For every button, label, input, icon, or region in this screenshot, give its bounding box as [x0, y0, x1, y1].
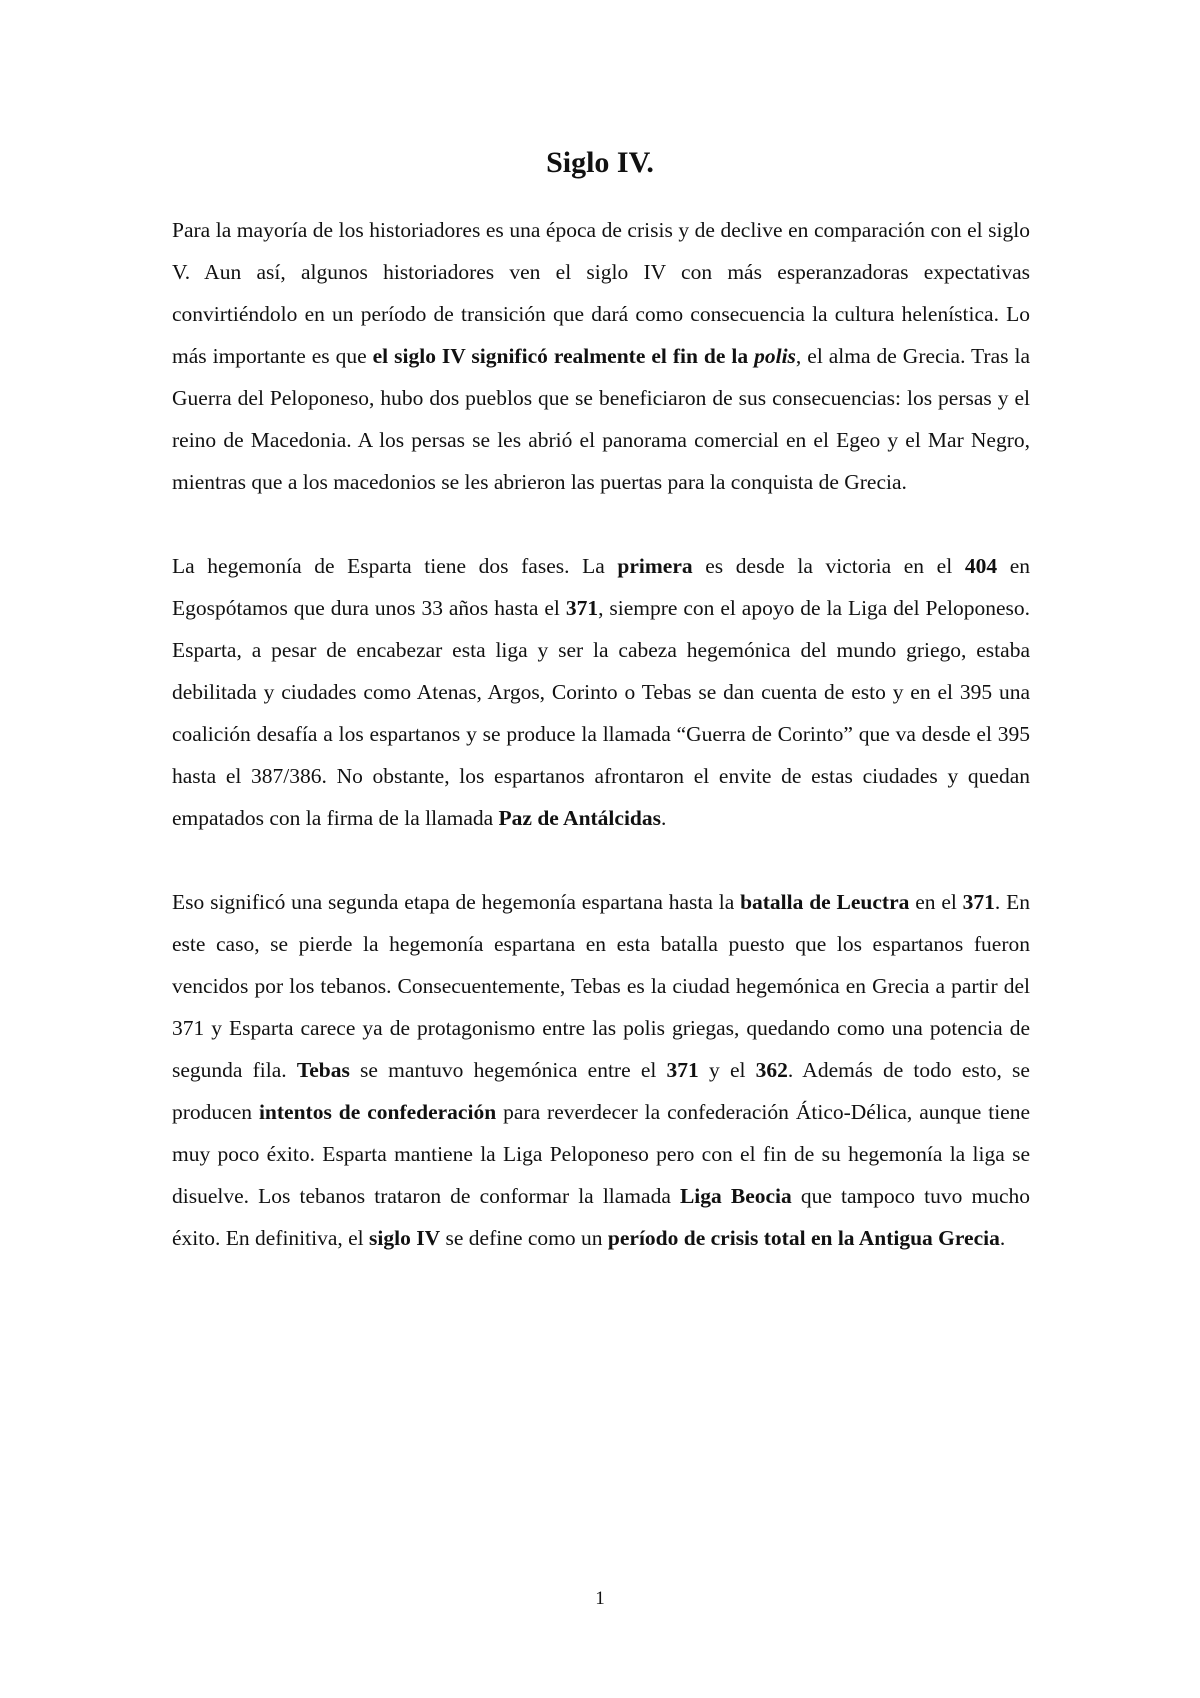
bold-text: batalla de Leuctra [740, 890, 910, 914]
bold-text: Tebas [296, 1058, 350, 1082]
text-span: es desde la victoria en el [692, 554, 965, 578]
text-span: se define como un [440, 1226, 608, 1250]
text-span: Eso significó una segunda etapa de hegemonía espartana hasta la [172, 890, 741, 914]
bold-italic-text: polis [754, 344, 796, 368]
bold-text: 371 [666, 1058, 699, 1082]
text-span: , siempre con el apoyo de la Liga del Peloponeso. Esparta, a pesar de encabezar esta liga y ser la cabeza hegemónica del mundo griego, estaba debilitada y ciudades como Atenas, Argos, Corinto o Tebas se dan cuenta de esto y en el 395 una coalición desafía a los espartanos y se produce la llamada “Guerra de Corinto” que va desde el 395 hasta el 387/386. No obstante, los espartanos afrontaron el envite de estas ciudades y quedan empatados con la firma de la llamada [172, 596, 1030, 830]
text-span: . Además de todo esto, se producen [172, 1058, 1030, 1124]
bold-text: siglo IV [369, 1226, 441, 1250]
text-span: en Egospótamos que dura unos 33 años hasta el [172, 554, 1030, 620]
bold-text: período de crisis total en la Antigua Grecia [607, 1226, 1000, 1250]
paragraph-1 [172, 209, 1030, 503]
bold-text: 362 [755, 1058, 788, 1082]
text-span: Para la mayoría de los historiadores es una época de crisis y de declive en comparación con el siglo V. Aun así, algunos historiadores ven el siglo IV con más esperanzadoras expectativas convirtiéndolo en un período de transición que dará como consecuencia la cultura helenística. Lo más importante es que [172, 218, 1030, 368]
page-number: 1 [595, 1588, 605, 1609]
bold-text: 371 [962, 890, 995, 914]
text-span: . [999, 1226, 1006, 1250]
bold-text: intentos de confederación [258, 1100, 497, 1124]
document-body [172, 209, 1030, 1259]
paragraph-2 [172, 545, 1030, 839]
text-span: La hegemonía de Esparta tiene dos fases. La [172, 554, 618, 578]
paragraph-3 [172, 881, 1030, 1259]
text-span: . [661, 806, 667, 830]
page-title: Siglo IV. [546, 146, 654, 179]
bold-text: Paz de Antálcidas [498, 806, 661, 830]
bold-text: primera [617, 554, 693, 578]
bold-text: 371 [565, 596, 599, 620]
text-span: en el [909, 890, 963, 914]
text-span: para reverdecer la confederación Ático-Délica, aunque tiene muy poco éxito. Esparta mantiene la Liga Peloponeso pero con el fin de su hegemonía la liga se disuelve. Los tebanos trataron de conformar la llamada [172, 1100, 1030, 1208]
text-span: . En este caso, se pierde la hegemonía espartana en esta batalla puesto que los espartanos fueron vencidos por los tebanos. Consecuentemente, Tebas es la ciudad hegemónica en Grecia a partir del 371 y Esparta carece ya de protagonismo entre las polis griegas, quedando como una potencia de segunda fila. [172, 890, 1031, 1082]
text-span: y el [698, 1058, 756, 1082]
text-span: , el alma de Grecia. Tras la Guerra del Peloponeso, hubo dos pueblos que se beneficiaron de sus consecuencias: los persas y el reino de Macedonia. A los persas se les abrió el panorama comercial en el Egeo y el Mar Negro, mientras que a los macedonios se les abrieron las puertas para la conquista de Grecia. [172, 344, 1030, 494]
text-span: se mantuvo hegemónica entre el [349, 1058, 667, 1082]
text-span: que tampoco tuvo mucho éxito. En definitiva, el [172, 1184, 1030, 1250]
bold-text: el siglo IV significó realmente el fin de la [372, 344, 755, 368]
bold-text: Liga Beocia [679, 1184, 792, 1208]
bold-text: 404 [964, 554, 998, 578]
